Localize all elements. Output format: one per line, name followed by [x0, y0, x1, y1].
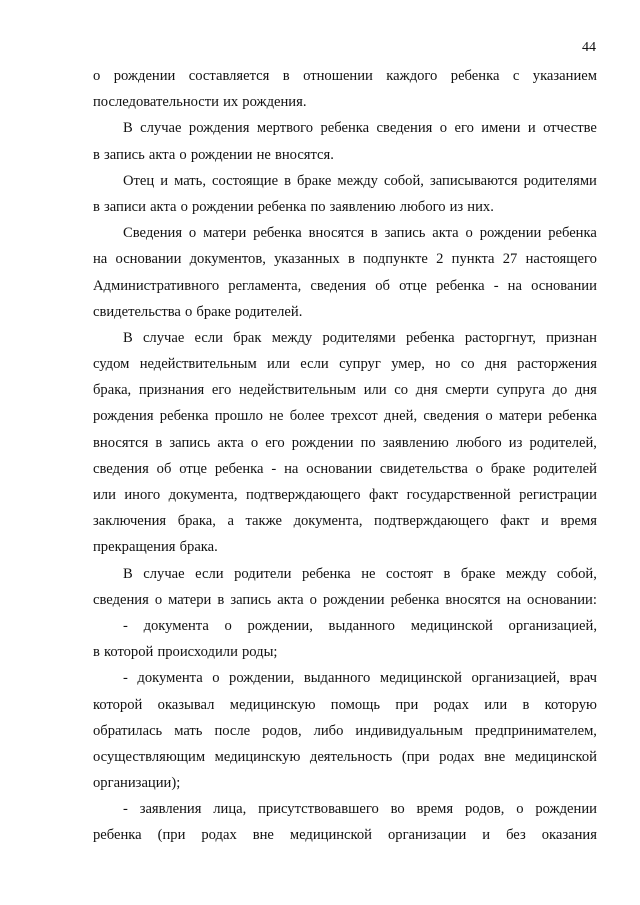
- word: рождении: [113, 68, 176, 84]
- word: брака,: [93, 382, 132, 399]
- text-line: [93, 456, 597, 482]
- word: время: [416, 801, 454, 818]
- word: между: [271, 329, 313, 346]
- word: и: [482, 827, 491, 844]
- word: указанных: [274, 251, 340, 268]
- word: медицинской: [379, 670, 462, 687]
- word: мать,: [174, 172, 206, 189]
- word: документа: [143, 617, 209, 634]
- word: или: [267, 356, 290, 373]
- word: дней,: [383, 408, 418, 425]
- word: после: [214, 722, 251, 739]
- word: 27: [502, 251, 518, 268]
- word: медицинскую: [229, 696, 316, 713]
- word: ребенка: [548, 225, 597, 242]
- word: указанием: [532, 68, 597, 84]
- word: или: [363, 382, 387, 399]
- word: врач: [569, 670, 597, 687]
- word: при: [395, 696, 419, 713]
- word: а: [227, 513, 234, 530]
- text-line: [93, 351, 597, 377]
- word: судом: [93, 356, 130, 373]
- word: В: [123, 120, 133, 137]
- word: оказывал: [157, 696, 215, 713]
- text-line: [93, 587, 597, 613]
- word: о: [185, 303, 193, 320]
- word: о: [516, 801, 524, 818]
- word: но: [435, 356, 451, 373]
- word: акта: [217, 434, 244, 451]
- word: документа,: [168, 487, 238, 503]
- word: каждого: [386, 68, 438, 84]
- word: предпринимателем,: [474, 722, 597, 739]
- word: ребенка: [214, 460, 264, 477]
- word: ребенка: [93, 827, 142, 844]
- word: ребенка: [320, 120, 370, 137]
- word: в: [443, 565, 451, 582]
- word: о: [154, 591, 163, 608]
- word: трехсот: [330, 408, 378, 425]
- word: ребенка: [253, 225, 302, 242]
- word: во: [390, 801, 405, 818]
- word: свидетельства: [379, 460, 468, 477]
- word: рождения: [93, 408, 154, 425]
- word: основании: [531, 277, 597, 294]
- text-line: [93, 613, 597, 639]
- word: выданного: [328, 617, 395, 634]
- word: отчестве: [543, 120, 597, 137]
- text-line: [93, 534, 597, 560]
- word: случае: [140, 120, 182, 137]
- word: записываются: [429, 172, 518, 189]
- word: не: [361, 565, 376, 582]
- word: организации);: [93, 775, 181, 792]
- word: между: [337, 172, 378, 189]
- word: если: [195, 565, 224, 582]
- word: в: [155, 434, 163, 451]
- word: документа: [137, 670, 203, 687]
- word: дня: [415, 382, 438, 399]
- word: сведения: [310, 277, 367, 294]
- word: в: [93, 146, 100, 163]
- word: вне: [484, 748, 506, 765]
- word: его: [211, 382, 232, 399]
- word: дня: [574, 382, 597, 399]
- word: подтверждающего: [245, 487, 361, 503]
- word: ребенка: [390, 591, 440, 608]
- document-body: [93, 63, 597, 849]
- word: записи: [104, 198, 146, 215]
- word: 2: [436, 251, 444, 268]
- word: прекращения: [93, 539, 176, 556]
- word: матери: [498, 408, 543, 425]
- word: (при: [401, 748, 430, 765]
- word: в: [93, 644, 100, 661]
- word: акта: [432, 225, 459, 242]
- word: акта: [150, 198, 177, 215]
- word: вне: [252, 827, 274, 844]
- word: о: [188, 225, 197, 242]
- word: государственной: [406, 487, 511, 503]
- text-line: [93, 168, 597, 194]
- word: родителями: [523, 172, 597, 189]
- word: регистрации: [519, 487, 597, 503]
- text-line: [93, 665, 597, 691]
- word: Административного: [93, 277, 220, 294]
- word: не: [256, 146, 271, 163]
- word: вносятся: [445, 591, 501, 608]
- word: регламента,: [228, 277, 302, 294]
- text-line: [93, 273, 597, 299]
- word: брак: [233, 329, 262, 346]
- word: родах: [433, 696, 469, 713]
- word: состоящие: [212, 172, 279, 189]
- word: на: [507, 277, 522, 294]
- page-number: 44: [582, 40, 596, 55]
- word: недействительным: [139, 356, 257, 373]
- word: по: [310, 198, 326, 215]
- word: имени: [481, 120, 521, 137]
- word: пункта: [451, 251, 495, 268]
- word: запись: [384, 225, 426, 242]
- word: родов,: [262, 722, 302, 739]
- word: в: [217, 591, 225, 608]
- word: по: [360, 434, 376, 451]
- text-line: [93, 508, 597, 534]
- word: сведения: [93, 460, 149, 477]
- word: матери: [168, 591, 212, 608]
- word: до: [552, 382, 568, 399]
- word: заявлению: [329, 198, 396, 215]
- word: брака.: [179, 539, 218, 556]
- text-line: [93, 692, 597, 718]
- word: иного: [124, 487, 161, 503]
- word: индивидуальным: [355, 722, 463, 739]
- word: ребенка: [548, 408, 597, 425]
- word: обратилась: [93, 722, 163, 739]
- word: рождения.: [242, 94, 307, 111]
- word: дня: [484, 356, 507, 373]
- word: присутствовавшего: [258, 801, 379, 818]
- word: запись: [104, 146, 145, 163]
- word: деятельность: [309, 748, 393, 765]
- word: факт: [500, 513, 530, 530]
- word: между: [505, 565, 547, 582]
- word: акта: [148, 146, 176, 163]
- word: вносятся: [93, 434, 149, 451]
- word: сведения: [376, 120, 433, 137]
- word: состоят: [386, 565, 433, 582]
- word: которой: [93, 696, 143, 713]
- word: о: [485, 408, 493, 425]
- word: из: [449, 198, 464, 215]
- word: и: [527, 120, 536, 137]
- word: со: [394, 382, 409, 399]
- word: браке: [490, 460, 526, 477]
- word: случае: [143, 565, 185, 582]
- word: мертвого: [256, 120, 314, 137]
- word: рождении,: [229, 670, 295, 687]
- word: в: [282, 68, 290, 84]
- word: в: [284, 172, 291, 189]
- word: которой: [104, 644, 154, 661]
- word: о: [93, 68, 101, 84]
- word: ребенка: [405, 329, 455, 346]
- word: отце: [399, 277, 427, 294]
- word: о: [475, 460, 483, 477]
- word: основании: [115, 251, 182, 268]
- word: рождении,: [247, 617, 313, 634]
- word: также: [245, 513, 282, 530]
- word: Отец: [123, 172, 155, 189]
- word: рождении: [191, 198, 254, 215]
- word: роды;: [241, 644, 278, 661]
- word: -: [123, 670, 128, 687]
- word: собой,: [383, 172, 424, 189]
- word: -: [493, 277, 499, 294]
- word: организации: [387, 827, 467, 844]
- word: более: [289, 408, 325, 425]
- word: о: [439, 120, 448, 137]
- word: родителями: [322, 329, 396, 346]
- word: любого: [399, 198, 446, 215]
- word: медицинской: [289, 827, 372, 844]
- word: в: [370, 225, 378, 242]
- word: родителей: [533, 460, 597, 477]
- word: -: [123, 617, 128, 634]
- word: о: [309, 591, 317, 608]
- word: осуществляющим: [93, 748, 206, 765]
- word: В: [123, 329, 133, 346]
- word: о: [179, 146, 187, 163]
- word: ребенка: [435, 277, 485, 294]
- word: последовательности: [93, 94, 219, 111]
- text-line: [93, 561, 597, 587]
- word: со: [460, 356, 475, 373]
- word: об: [375, 277, 390, 294]
- word: запись: [169, 434, 211, 451]
- text-line: [93, 299, 597, 325]
- word: основании: [306, 460, 373, 477]
- word: медицинскую: [214, 748, 301, 765]
- word: медицинской: [514, 748, 597, 765]
- word: составляется: [188, 68, 270, 84]
- word: подпункте: [363, 251, 428, 268]
- word: об: [156, 460, 172, 477]
- word: -: [271, 460, 277, 477]
- word: расторгнут,: [464, 329, 536, 346]
- word: о: [250, 434, 259, 451]
- word: документа,: [293, 513, 363, 530]
- word: отношении: [303, 68, 373, 84]
- text-line: [93, 246, 597, 272]
- text-line: [93, 220, 597, 246]
- text-line: [93, 194, 597, 220]
- word: матери: [203, 225, 247, 242]
- text-line: [93, 770, 597, 796]
- word: лица,: [213, 801, 247, 818]
- word: любого: [455, 434, 502, 451]
- word: его: [265, 434, 285, 451]
- word: признан: [546, 329, 597, 346]
- word: если: [300, 356, 329, 373]
- word: признания: [138, 382, 205, 399]
- word: заявления: [139, 801, 202, 818]
- word: если: [194, 329, 223, 346]
- word: недействительным: [238, 382, 356, 399]
- word: либо: [313, 722, 344, 739]
- word: о: [212, 670, 220, 687]
- word: рождении: [291, 434, 354, 451]
- text-line: [93, 639, 597, 665]
- word: и: [540, 513, 549, 530]
- word: умер,: [391, 356, 425, 373]
- word: организацией,: [471, 670, 560, 687]
- text-line: [93, 403, 597, 429]
- word: родителей,: [529, 434, 597, 451]
- word: браке: [460, 565, 496, 582]
- word: документов,: [189, 251, 266, 268]
- word: рождении: [535, 801, 597, 818]
- text-line: [93, 822, 597, 848]
- text-line: [93, 718, 597, 744]
- word: в: [522, 696, 530, 713]
- word: отце: [179, 460, 208, 477]
- word: рождении: [479, 225, 542, 242]
- word: вносятся.: [274, 146, 334, 163]
- text-line: [93, 89, 597, 115]
- word: или: [93, 487, 116, 503]
- word: заявлению: [382, 434, 449, 451]
- word: ребенка: [159, 408, 209, 425]
- text-line: [93, 63, 597, 89]
- word: время: [560, 513, 597, 530]
- word: оказания: [541, 827, 597, 844]
- word: запись: [230, 591, 272, 608]
- word: родах: [201, 827, 237, 844]
- word: рождения: [188, 120, 250, 137]
- word: рождении: [190, 146, 253, 163]
- word: помощь: [330, 696, 381, 713]
- word: прошло: [214, 408, 263, 425]
- word: их: [223, 94, 239, 111]
- word: родители: [234, 565, 292, 582]
- text-line: [93, 377, 597, 403]
- word: браке: [196, 303, 231, 320]
- word: на: [284, 460, 299, 477]
- word: без: [506, 827, 526, 844]
- word: родов,: [464, 801, 505, 818]
- text-line: [93, 325, 597, 351]
- word: (при: [157, 827, 186, 844]
- word: свидетельства: [93, 303, 181, 320]
- word: основании:: [527, 591, 597, 608]
- word: или: [484, 696, 508, 713]
- word: его: [454, 120, 474, 137]
- word: -: [123, 801, 128, 818]
- word: на: [93, 251, 108, 268]
- word: браке: [297, 172, 332, 189]
- word: в: [93, 198, 100, 215]
- word: брака,: [177, 513, 216, 530]
- word: с: [512, 68, 520, 84]
- text-line: [93, 430, 597, 456]
- word: и: [160, 172, 169, 189]
- word: смерти: [445, 382, 489, 399]
- word: супруг: [339, 356, 381, 373]
- word: супруга: [496, 382, 545, 399]
- text-line: [93, 796, 597, 822]
- word: о: [465, 225, 473, 242]
- word: мать: [174, 722, 203, 739]
- word: заключения: [93, 513, 167, 530]
- text-line: [93, 482, 597, 508]
- word: подтверждающего: [374, 513, 489, 530]
- word: происходили: [157, 644, 238, 661]
- text-line: [93, 142, 597, 168]
- word: сведения: [93, 591, 149, 608]
- word: В: [123, 565, 133, 582]
- word: случае: [142, 329, 185, 346]
- word: из: [508, 434, 523, 451]
- word: факт: [369, 487, 399, 503]
- text-line: [93, 744, 597, 770]
- word: о: [224, 617, 232, 634]
- word: расторжения: [517, 356, 597, 373]
- word: Сведения: [123, 225, 183, 242]
- word: на: [506, 591, 521, 608]
- word: ребенка: [302, 565, 351, 582]
- word: ребенка: [450, 68, 500, 84]
- word: вносятся: [308, 225, 364, 242]
- word: которую: [544, 696, 597, 713]
- word: медицинской: [410, 617, 493, 634]
- word: собой,: [556, 565, 597, 582]
- word: организацией,: [508, 617, 597, 634]
- word: в: [347, 251, 355, 268]
- word: выданного: [303, 670, 371, 687]
- word: них.: [467, 198, 494, 215]
- word: ребенка: [257, 198, 307, 215]
- word: родах: [439, 748, 475, 765]
- text-line: [93, 115, 597, 141]
- word: родителей.: [234, 303, 303, 320]
- word: сведения: [423, 408, 480, 425]
- word: о: [180, 198, 188, 215]
- word: акта: [277, 591, 304, 608]
- word: рождении: [322, 591, 385, 608]
- word: настоящего: [525, 251, 597, 268]
- word: не: [269, 408, 284, 425]
